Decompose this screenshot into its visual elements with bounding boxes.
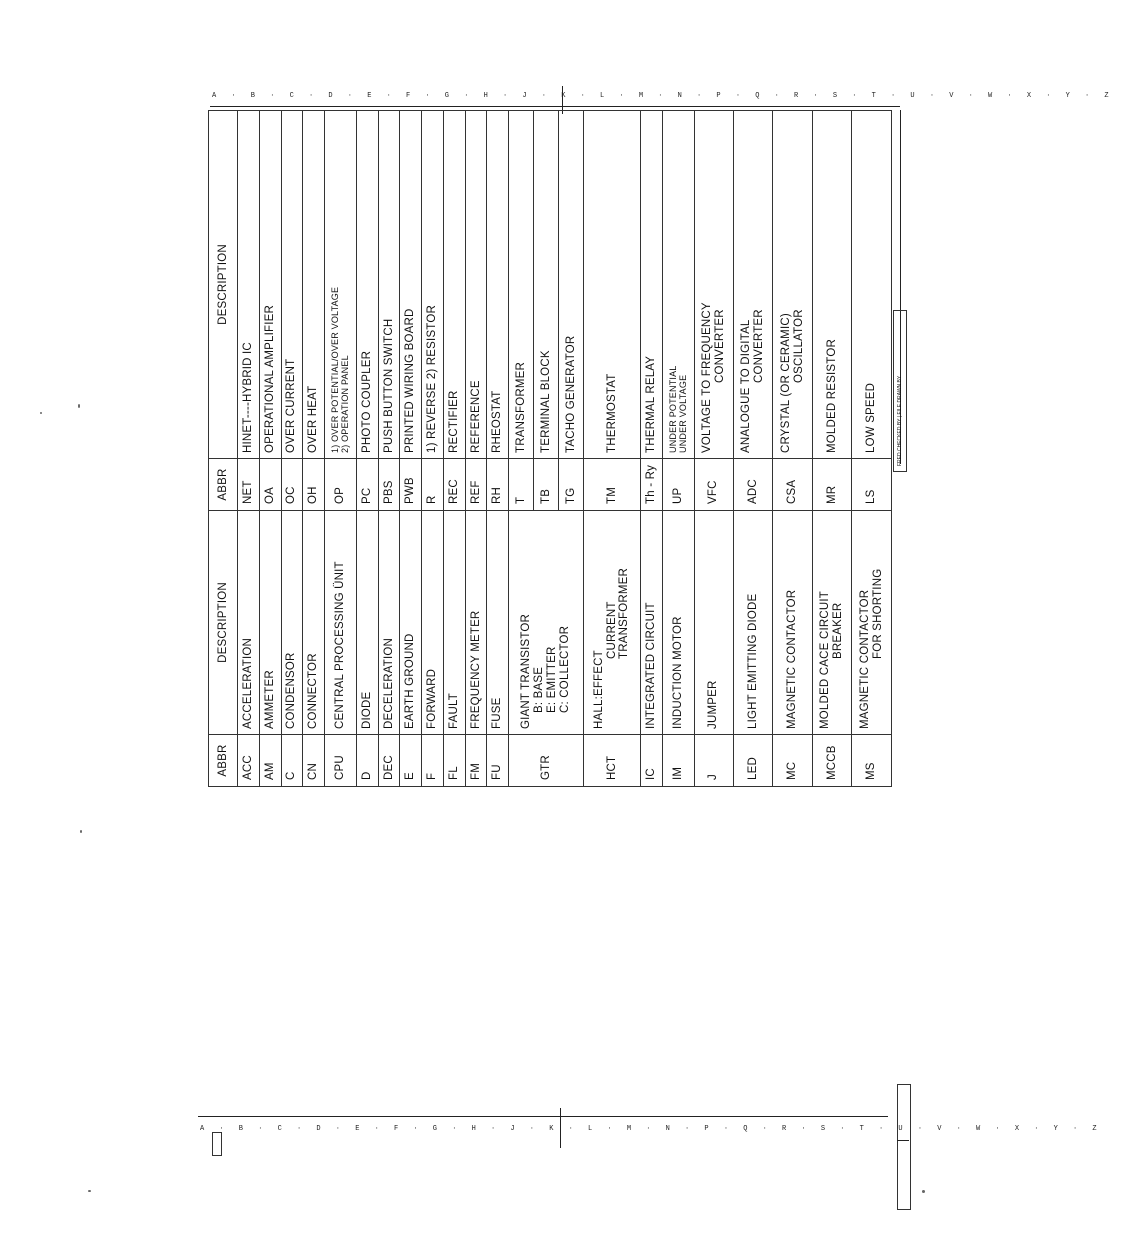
row-description-right xyxy=(465,111,487,459)
row-abbr-left: CN xyxy=(303,735,325,787)
row-abbr-right: OP xyxy=(325,459,357,511)
header-description-right: DESCRIPTION xyxy=(209,111,238,459)
row-description-right xyxy=(422,111,444,459)
row-description-right xyxy=(694,111,733,459)
row-description-left xyxy=(259,511,281,735)
row-description-right xyxy=(303,111,325,459)
bracket-box xyxy=(212,1132,222,1156)
row-description-right xyxy=(325,111,357,459)
row-abbr-left: FL xyxy=(443,735,465,787)
title-block-left xyxy=(897,1084,911,1210)
speck xyxy=(922,1190,925,1193)
row-description: MAGNETIC CONTACTOR xyxy=(858,589,871,729)
row-abbr-left: GTR xyxy=(509,735,584,787)
row-description: CONNECTOR xyxy=(307,653,320,729)
row-description: INTEGRATED CIRCUIT xyxy=(644,602,657,729)
table-row xyxy=(487,111,509,787)
row-abbr-left: CPU xyxy=(325,735,357,787)
row-abbr-left: HCT xyxy=(583,735,640,787)
table-row xyxy=(400,111,422,787)
row-description: FORWARD xyxy=(426,668,439,729)
title-block-divider xyxy=(897,1140,909,1141)
row-description-right xyxy=(734,111,773,459)
row-description-continued: BREAKER xyxy=(832,602,845,659)
row-description: FAULT xyxy=(447,693,460,729)
row-description-left xyxy=(773,511,812,735)
table-row xyxy=(583,111,640,787)
row-description: EARTH GROUND xyxy=(404,633,417,729)
row-description: TACHO GENERATOR xyxy=(564,335,577,453)
row-subitem: E: EMITTER xyxy=(546,646,559,713)
row-description-left xyxy=(812,511,851,735)
row-description-left xyxy=(303,511,325,735)
row-description-continued: FOR SHORTING xyxy=(871,568,884,659)
row-description: TRANSFORMER xyxy=(514,361,527,453)
row-description: DIODE xyxy=(360,691,373,729)
row-abbr-right: T xyxy=(509,459,534,511)
table-row xyxy=(378,111,400,787)
header-abbr-right: ABBR xyxy=(209,459,238,511)
row-abbr-right: OH xyxy=(303,459,325,511)
row-description-left xyxy=(378,511,400,735)
table-row xyxy=(465,111,487,787)
table-header-row xyxy=(209,111,238,787)
row-description-right xyxy=(583,111,640,459)
row-description-continued: CONVERTER xyxy=(753,309,766,383)
row-abbr-left: ACC xyxy=(238,735,260,787)
row-description: PUSH BUTTON SWITCH xyxy=(382,318,395,453)
table-row xyxy=(852,111,892,787)
row-abbr-left: E xyxy=(400,735,422,787)
row-abbr-left: D xyxy=(356,735,378,787)
table-row xyxy=(773,111,812,787)
row-description: GIANT TRANSISTOR xyxy=(520,613,533,729)
row-description-right xyxy=(443,111,465,459)
table-row xyxy=(734,111,773,787)
row-description-right xyxy=(259,111,281,459)
row-description-right xyxy=(852,111,892,459)
row-description-right xyxy=(812,111,851,459)
table-row xyxy=(281,111,303,787)
row-abbr-right: MR xyxy=(812,459,851,511)
row-abbr-right: REC xyxy=(443,459,465,511)
row-description-right xyxy=(378,111,400,459)
abbreviation-table xyxy=(208,110,892,787)
row-description-continued: OSCILLATOR xyxy=(792,309,805,383)
row-abbr-right: NET xyxy=(238,459,260,511)
row-abbr-left: J xyxy=(694,735,733,787)
row-abbr-right: R xyxy=(422,459,444,511)
row-abbr-right: LS xyxy=(852,459,892,511)
row-description: RECTIFIER xyxy=(447,390,460,453)
header-description-left: DESCRIPTION xyxy=(209,511,238,735)
table-row xyxy=(422,111,444,787)
row-description: HINET----HYBRID IC xyxy=(241,342,254,453)
row-abbr-right: CSA xyxy=(773,459,812,511)
row-description-left xyxy=(443,511,465,735)
row-description-continued: 2) OPERATION PANEL xyxy=(340,355,351,453)
row-description: OPERATIONAL AMPLIFIER xyxy=(263,305,276,453)
top-ruler-letters: A·B·C·D·E·F·G·H·J·K·L·M·N·P·Q·R·S·T·U·V·W·X·Y·Z xyxy=(212,92,1124,100)
top-ruler-line xyxy=(210,106,900,107)
table-body xyxy=(238,111,892,787)
bottom-ruler-letters: A·B·C·D·E·F·G·H·J·K·L·M·N·P·Q·R·S·T·U·V·W·X·Y·Z xyxy=(200,1125,1112,1133)
row-abbr-right: REF xyxy=(465,459,487,511)
row-description-left xyxy=(281,511,303,735)
stamp-text: FRED CHECKED BY | FILE DRAWN BY xyxy=(897,375,903,466)
table-row xyxy=(303,111,325,787)
row-description: PRINTED WIRING BOARD xyxy=(404,308,417,453)
row-description-left xyxy=(583,511,640,735)
row-abbr-right: UP xyxy=(662,459,694,511)
row-description: AMMETER xyxy=(263,670,276,729)
row-abbr-right: VFC xyxy=(694,459,733,511)
row-abbr-right: PWB xyxy=(400,459,422,511)
row-abbr-right: RH xyxy=(487,459,509,511)
row-description: CENTRAL PROCESSING ÜNIT xyxy=(334,561,346,729)
row-description: MAGNETIC CONTACTOR xyxy=(786,589,799,729)
row-description: CONDENSOR xyxy=(285,652,298,729)
row-description-continued: UNDER VOLTAGE xyxy=(678,374,689,453)
row-abbr-left: MC xyxy=(773,735,812,787)
header-abbr-left: ABBR xyxy=(209,735,238,787)
table-row xyxy=(238,111,260,787)
row-description-left xyxy=(734,511,773,735)
row-description-right xyxy=(662,111,694,459)
row-description: OVER HEAT xyxy=(307,385,320,453)
table-row xyxy=(641,111,663,787)
row-description-left xyxy=(662,511,694,735)
row-description-continued: CURRENT TRANSFORMER xyxy=(605,567,631,659)
row-abbr-left: IM xyxy=(662,735,694,787)
row-description-left xyxy=(325,511,357,735)
row-description-left xyxy=(356,511,378,735)
row-description: ANALOGUE TO DIGITAL xyxy=(740,319,753,453)
row-description-right xyxy=(534,111,559,459)
speck xyxy=(88,1190,91,1192)
row-description: LIGHT EMITTING DIODE xyxy=(746,593,759,729)
row-abbr-left: IC xyxy=(641,735,663,787)
row-subitem: B: BASE xyxy=(533,666,546,713)
row-description: FREQUENCY METER xyxy=(469,610,482,729)
row-description: RHEOSTAT xyxy=(491,390,504,453)
table-row xyxy=(694,111,733,787)
row-description-left xyxy=(487,511,509,735)
row-description: THERMAL RELAY xyxy=(644,355,657,453)
row-description: CRYSTAL (OR CERAMIC) xyxy=(779,313,792,453)
bottom-ruler-line xyxy=(198,1116,888,1117)
row-description-left xyxy=(509,511,584,735)
table-row xyxy=(325,111,357,787)
row-abbr-left: FU xyxy=(487,735,509,787)
row-description: PHOTO COUPLER xyxy=(360,350,373,453)
table-row xyxy=(812,111,851,787)
row-abbr-right: PBS xyxy=(378,459,400,511)
row-description-left xyxy=(641,511,663,735)
row-description-left xyxy=(422,511,444,735)
row-description-right xyxy=(487,111,509,459)
row-description: ACCELERATION xyxy=(241,637,254,729)
row-abbr-left: MS xyxy=(852,735,892,787)
row-description-left xyxy=(400,511,422,735)
row-abbr-right: OA xyxy=(259,459,281,511)
row-abbr-right: TB xyxy=(534,459,559,511)
row-description-right xyxy=(641,111,663,459)
table-row xyxy=(259,111,281,787)
speck xyxy=(40,412,42,414)
row-description-right xyxy=(559,111,584,459)
row-description-right xyxy=(356,111,378,459)
row-abbr-right: PC xyxy=(356,459,378,511)
table-row xyxy=(356,111,378,787)
row-description-right xyxy=(509,111,534,459)
row-description-left xyxy=(852,511,892,735)
table-row xyxy=(443,111,465,787)
row-abbr-left: DEC xyxy=(378,735,400,787)
row-abbr-left: F xyxy=(422,735,444,787)
row-description: REFERENCE xyxy=(469,380,482,453)
row-abbr-left: LED xyxy=(734,735,773,787)
row-abbr-right: ADC xyxy=(734,459,773,511)
table-row xyxy=(662,111,694,787)
row-abbr-right: TM xyxy=(583,459,640,511)
row-description: LOW SPEED xyxy=(865,382,878,453)
row-description: FUSE xyxy=(491,697,504,729)
row-description: TERMINAL BLOCK xyxy=(539,350,552,453)
table-row xyxy=(509,111,534,787)
row-description: 1) OVER POTENTIAL/OVER VOLTAGE xyxy=(330,286,341,453)
row-description-right xyxy=(400,111,422,459)
row-abbr-right: Th - Ry xyxy=(641,459,663,511)
row-description: MOLDED CACE CIRCUIT xyxy=(819,591,832,729)
row-description-left xyxy=(465,511,487,735)
row-description: OVER CURRENT xyxy=(285,358,298,453)
row-description: HALL:EFFECT xyxy=(592,650,605,729)
row-description: 1) REVERSE 2) RESISTOR xyxy=(426,305,439,453)
row-description: UNDER POTENTIAL xyxy=(668,365,679,453)
speck xyxy=(80,830,82,833)
row-abbr-left: C xyxy=(281,735,303,787)
row-description-left xyxy=(238,511,260,735)
speck xyxy=(78,404,80,408)
row-description-left xyxy=(694,511,733,735)
row-description: INDUCTION MOTOR xyxy=(671,616,684,729)
row-subitem: C: COLLECTOR xyxy=(558,625,571,713)
row-abbr-left: AM xyxy=(259,735,281,787)
row-abbr-left: MCCB xyxy=(812,735,851,787)
row-description: VOLTAGE TO FREQUENCY xyxy=(700,302,713,453)
row-abbr-right: OC xyxy=(281,459,303,511)
row-description: MOLDED RESISTOR xyxy=(825,339,838,453)
abbreviation-table-rotated xyxy=(208,111,892,787)
row-abbr-right: TG xyxy=(559,459,584,511)
row-description-right xyxy=(773,111,812,459)
row-description: JUMPER xyxy=(707,680,720,729)
row-description: THERMOSTAT xyxy=(605,373,618,453)
row-description-right xyxy=(238,111,260,459)
row-description-right xyxy=(281,111,303,459)
row-abbr-left: FM xyxy=(465,735,487,787)
row-description: DECELERATION xyxy=(382,637,395,729)
row-description-continued: CONVERTER xyxy=(713,309,726,383)
